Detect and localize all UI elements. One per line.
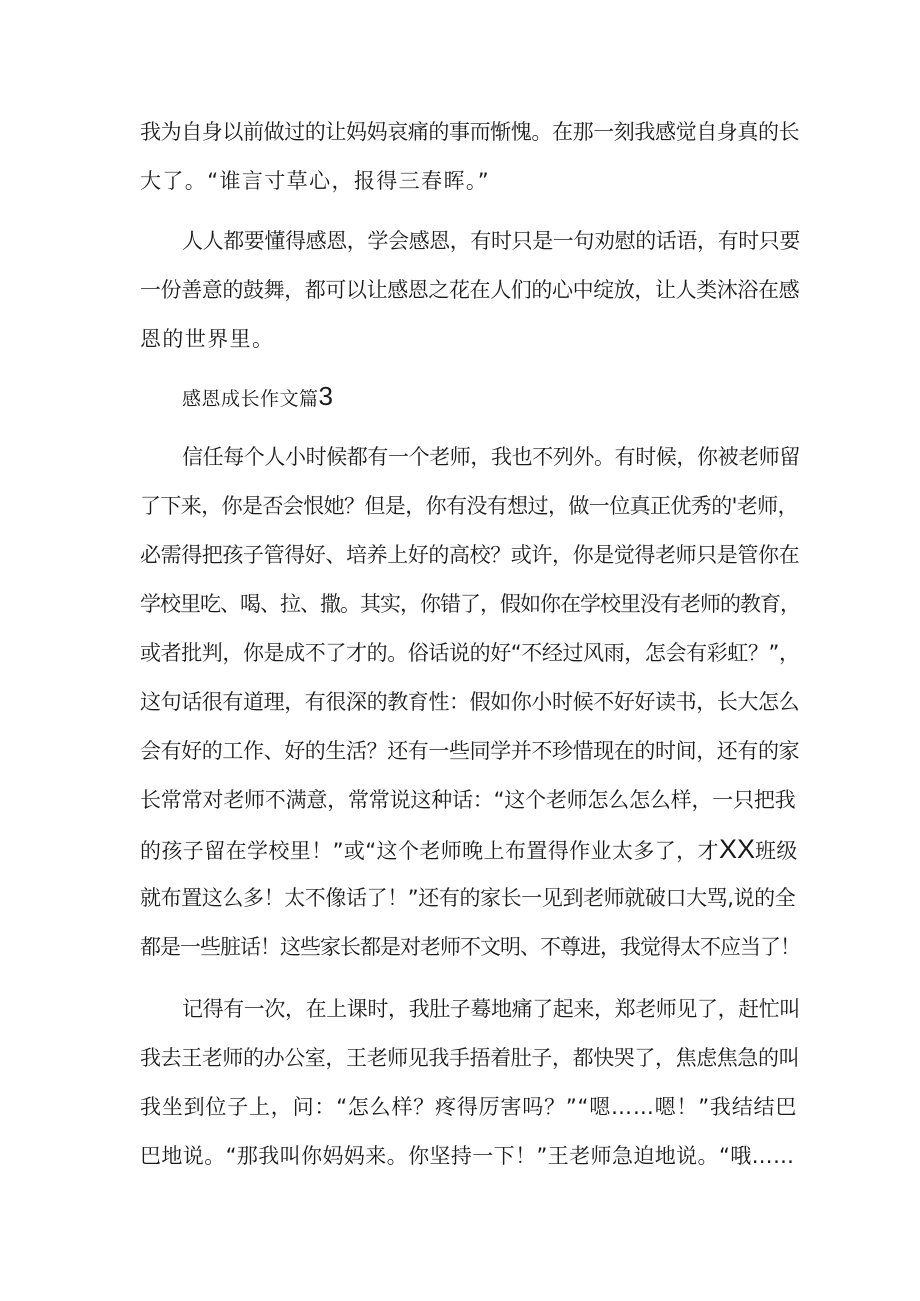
paragraph-4-line-1: 记得有一次，在上课时，我肚子蓦地痛了起来，郑老师见了，赶忙叫 — [182, 997, 800, 1021]
paragraph-3-line-11: 都是一些脏话！这些家长都是对老师不文明、不尊进，我觉得太不应当了！ — [140, 935, 800, 959]
paragraph-3-line-7: 会有好的工作、好的生活？还有一些同学并不珍惜现在的时间，还有的家 — [140, 739, 800, 763]
paragraph-3-line-9 — [140, 834, 800, 866]
paragraph-1-line-2: 大了。“谁言寸草心，报得三春晖。” — [140, 169, 491, 193]
paragraph-4-line-3: 我坐到位子上，问：“怎么样？疼得厉害吗？”“嗯……嗯！”我结结巴 — [140, 1095, 798, 1119]
section-heading — [182, 381, 333, 414]
section-heading-text: 感恩成长作文篇 — [182, 388, 319, 410]
paragraph-3-line-4: 学校里吃、喝、拉、撒。其实，你错了，假如你在学校里没有老师的教育， — [140, 592, 800, 616]
paragraph-3-line-2: 了下来，你是否会恨她？但是，你有没有想过，做一位真正优秀的'老师， — [140, 494, 798, 518]
paragraph-2-line-3: 恩的世界里。 — [140, 327, 275, 351]
paragraph-3-line-3: 必需得把孩子管得好、培养上好的高校？或许，你是觉得老师只是管你在 — [140, 543, 800, 567]
paragraph-4-line-4: 巴地说。“那我叫你妈妈来。你坚持一下！”王老师急迫地说。“哦…… — [140, 1144, 795, 1168]
paragraph-3-line-1: 信任每个人小时候都有一个老师，我也不列外。有时候，你被老师留 — [182, 445, 800, 469]
paragraph-4-line-2: 我去王老师的办公室，王老师见我手捂着肚子，都快哭了，焦虑焦急的叫 — [140, 1046, 800, 1070]
paragraph-3-line-5: 或者批判，你是成不了才的。俗话说的好“不经过风雨，怎会有彩虹？”， — [140, 641, 800, 665]
section-heading-number: 3 — [318, 381, 334, 411]
paragraph-1-line-1: 我为自身以前做过的让妈妈哀痛的事而惭愧。在那一刻我感觉自身真的长 — [140, 120, 800, 144]
paragraph-3-line-9-placeholder: XX — [718, 834, 755, 864]
paragraph-3-line-10: 就布置这么多！太不像话了！”还有的家长一见到老师就破口大骂,说的全 — [140, 886, 796, 910]
paragraph-3-line-6: 这句话很有道理，有很深的教育性：假如你小时候不好好读书，长大怎么 — [140, 690, 800, 714]
paragraph-2-line-2: 一份善意的鼓舞，都可以让感恩之花在人们的心中绽放，让人类沐浴在感 — [140, 278, 800, 302]
paragraph-3-line-9-text-a: 的孩子留在学校里！”或“这个老师晚上布置得作业太多了，才 — [140, 839, 719, 863]
paragraph-3-line-9-text-c: 班级 — [755, 839, 798, 863]
paragraph-3-line-8: 长常常对老师不满意，常常说这种话：“这个老师怎么怎么样，一只把我 — [140, 788, 796, 812]
paragraph-2-line-1: 人人都要懂得感恩，学会感恩，有时只是一句劝慰的话语，有时只要 — [182, 229, 800, 253]
